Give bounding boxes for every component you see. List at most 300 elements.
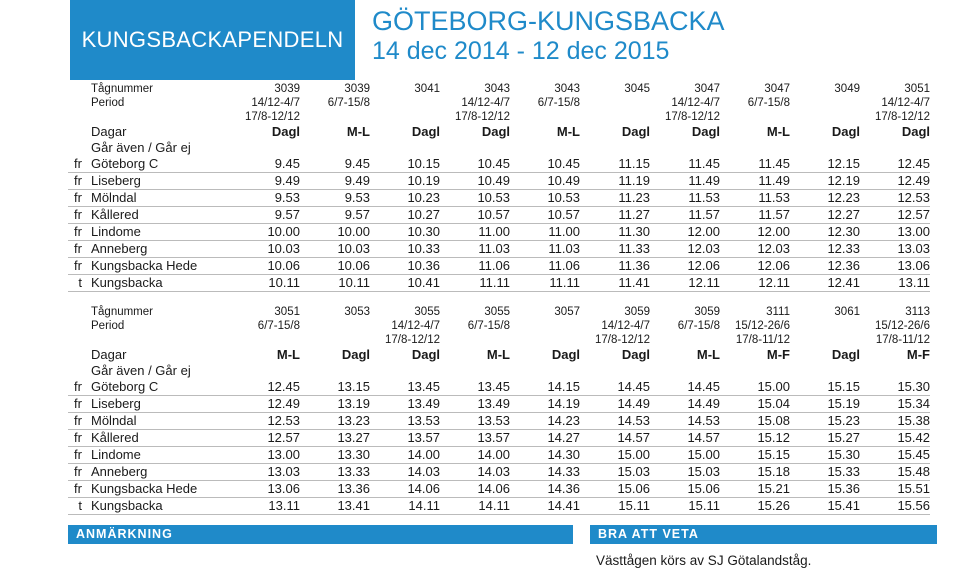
departure-time: 12.23 <box>790 190 860 207</box>
row-label: Tågnummer <box>91 306 153 318</box>
departure-time: 15.56 <box>860 498 930 515</box>
departure-time: 11.00 <box>440 224 510 241</box>
stop-row <box>68 190 930 207</box>
departure-time: 15.12 <box>720 430 790 447</box>
days-cell: Dagl <box>621 124 650 139</box>
period-cell: 15/12-26/6 <box>875 320 930 332</box>
period-cell <box>580 96 650 110</box>
direction-marker <box>68 96 88 110</box>
train-cell: 3057 <box>554 306 580 318</box>
days-cell: M-L <box>486 347 510 362</box>
station-name: Anneberg <box>88 241 230 258</box>
period-cell: 14/12-4/7 <box>461 97 510 109</box>
period2-row <box>68 333 930 347</box>
departure-time: 10.57 <box>440 207 510 224</box>
period2-cell <box>510 110 580 124</box>
departure-time: 10.53 <box>510 190 580 207</box>
goes-cell <box>860 363 930 379</box>
period-cell: 6/7-15/8 <box>327 97 370 109</box>
departure-time: 14.00 <box>440 447 510 464</box>
goes-cell <box>790 140 860 156</box>
period2-cell <box>650 333 720 347</box>
station-name: Anneberg <box>88 464 230 481</box>
departure-time: 15.33 <box>790 464 860 481</box>
direction-marker <box>68 82 88 96</box>
departure-time: 10.57 <box>510 207 580 224</box>
departure-time: 10.41 <box>370 275 440 292</box>
departure-time: 11.33 <box>580 241 650 258</box>
stop-row <box>68 413 930 430</box>
goes-cell <box>370 140 440 156</box>
departure-time: 11.23 <box>580 190 650 207</box>
departure-time: 15.45 <box>860 447 930 464</box>
row-label: Går även / Går ej <box>91 140 191 155</box>
departure-time: 15.00 <box>580 447 650 464</box>
stop-row <box>68 430 930 447</box>
direction-marker: fr <box>68 224 88 241</box>
departure-time: 13.00 <box>230 447 300 464</box>
direction-marker: fr <box>68 379 88 396</box>
goes-cell <box>720 140 790 156</box>
period-row <box>68 319 930 333</box>
period2-cell <box>720 110 790 124</box>
departure-time: 14.57 <box>650 430 720 447</box>
station-name: Lindome <box>88 447 230 464</box>
departure-time: 13.45 <box>370 379 440 396</box>
departure-time: 12.53 <box>860 190 930 207</box>
departure-time: 15.30 <box>860 379 930 396</box>
departure-time: 15.03 <box>580 464 650 481</box>
period-cell <box>790 96 860 110</box>
stop-row <box>68 464 930 481</box>
departure-time: 12.11 <box>720 275 790 292</box>
days-cell: Dagl <box>341 347 370 362</box>
train-cell: 3053 <box>344 306 370 318</box>
train-cell: 3061 <box>834 306 860 318</box>
departure-time: 13.19 <box>300 396 370 413</box>
departure-time: 9.57 <box>300 207 370 224</box>
departure-time: 12.06 <box>720 258 790 275</box>
stop-row <box>68 258 930 275</box>
train-cell: 3051 <box>904 83 930 95</box>
departure-time: 11.57 <box>650 207 720 224</box>
departure-time: 13.11 <box>860 275 930 292</box>
departure-time: 15.03 <box>650 464 720 481</box>
days-cell: M-L <box>696 347 720 362</box>
departure-time: 14.19 <box>510 396 580 413</box>
departure-time: 11.19 <box>580 173 650 190</box>
departure-time: 10.11 <box>230 275 300 292</box>
days-cell: M-L <box>346 124 370 139</box>
train-cell: 3055 <box>414 306 440 318</box>
brand-box <box>70 0 355 80</box>
departure-time: 14.23 <box>510 413 580 430</box>
goes-cell <box>650 140 720 156</box>
departure-time: 12.06 <box>650 258 720 275</box>
row-label: Dagar <box>91 124 127 139</box>
departure-time: 10.06 <box>230 258 300 275</box>
departure-time: 15.18 <box>720 464 790 481</box>
direction-marker: fr <box>68 207 88 224</box>
departure-time: 15.08 <box>720 413 790 430</box>
departure-time: 11.06 <box>510 258 580 275</box>
departure-time: 14.36 <box>510 481 580 498</box>
station-name: Liseberg <box>88 396 230 413</box>
departure-time: 15.21 <box>720 481 790 498</box>
direction-marker <box>68 319 88 333</box>
direction-marker: fr <box>68 241 88 258</box>
direction-marker: fr <box>68 173 88 190</box>
departure-time: 14.11 <box>440 498 510 515</box>
train-cell: 3043 <box>554 83 580 95</box>
period-cell: 6/7-15/8 <box>677 320 720 332</box>
period-cell: 6/7-15/8 <box>257 320 300 332</box>
departure-time: 9.49 <box>300 173 370 190</box>
departure-time: 12.53 <box>230 413 300 430</box>
departure-time: 14.33 <box>510 464 580 481</box>
departure-time: 10.00 <box>300 224 370 241</box>
stop-row <box>68 207 930 224</box>
departure-time: 15.11 <box>650 498 720 515</box>
train-cell: 3055 <box>484 306 510 318</box>
departure-time: 13.53 <box>370 413 440 430</box>
days-cell: M-F <box>906 347 930 362</box>
stop-row <box>68 396 930 413</box>
days-cell: Dagl <box>691 124 720 139</box>
departure-time: 15.36 <box>790 481 860 498</box>
departure-time: 12.00 <box>720 224 790 241</box>
direction-marker: t <box>68 498 88 515</box>
departure-time: 15.42 <box>860 430 930 447</box>
direction-marker: fr <box>68 190 88 207</box>
departure-time: 14.45 <box>580 379 650 396</box>
station-name: Mölndal <box>88 190 230 207</box>
stop-row <box>68 241 930 258</box>
departure-time: 13.45 <box>440 379 510 396</box>
route-title: GÖTEBORG-KUNGSBACKA <box>372 6 725 36</box>
departure-time: 12.03 <box>650 241 720 258</box>
train-cell: 3059 <box>624 306 650 318</box>
departure-time: 15.04 <box>720 396 790 413</box>
stop-row <box>68 481 930 498</box>
days-cell: Dagl <box>411 347 440 362</box>
station-name: Kungsbacka Hede <box>88 258 230 275</box>
departure-time: 11.36 <box>580 258 650 275</box>
period2-cell: 17/8-12/12 <box>595 334 650 346</box>
stop-row <box>68 379 930 396</box>
departure-time: 12.41 <box>790 275 860 292</box>
departure-time: 11.49 <box>650 173 720 190</box>
departure-time: 11.30 <box>580 224 650 241</box>
direction-marker: fr <box>68 156 88 173</box>
departure-time: 9.53 <box>230 190 300 207</box>
station-name: Lindome <box>88 224 230 241</box>
departure-time: 12.49 <box>860 173 930 190</box>
departure-time: 12.49 <box>230 396 300 413</box>
direction-marker <box>68 124 88 140</box>
train-cell: 3051 <box>274 306 300 318</box>
departure-time: 10.49 <box>440 173 510 190</box>
departure-time: 14.57 <box>580 430 650 447</box>
departure-time: 15.30 <box>790 447 860 464</box>
departure-time: 14.53 <box>580 413 650 430</box>
days-cell: Dagl <box>411 124 440 139</box>
departure-time: 10.06 <box>300 258 370 275</box>
direction-marker <box>68 140 88 156</box>
departure-time: 10.30 <box>370 224 440 241</box>
train-cell: 3047 <box>764 83 790 95</box>
departure-time: 14.11 <box>370 498 440 515</box>
train-cell: 3111 <box>766 306 790 318</box>
departure-time: 13.53 <box>440 413 510 430</box>
stop-row <box>68 498 930 515</box>
departure-time: 11.15 <box>580 156 650 173</box>
departure-time: 15.00 <box>650 447 720 464</box>
departure-time: 12.11 <box>650 275 720 292</box>
departure-time: 13.06 <box>860 258 930 275</box>
train-row <box>68 82 930 96</box>
departure-time: 15.41 <box>790 498 860 515</box>
departure-time: 13.03 <box>230 464 300 481</box>
period2-cell <box>230 333 300 347</box>
train-cell: 3041 <box>414 83 440 95</box>
period-cell: 14/12-4/7 <box>671 97 720 109</box>
departure-time: 13.06 <box>230 481 300 498</box>
period2-cell: 17/8-12/12 <box>455 111 510 123</box>
brand-title: KUNGSBACKAPENDELN <box>81 27 344 52</box>
period-cell: 6/7-15/8 <box>467 320 510 332</box>
goes-cell <box>230 140 300 156</box>
direction-marker <box>68 305 88 319</box>
period2-row <box>68 110 930 124</box>
direction-marker <box>68 110 88 124</box>
direction-marker: t <box>68 275 88 292</box>
period2-cell: 17/8-12/12 <box>875 111 930 123</box>
departure-time: 14.30 <box>510 447 580 464</box>
period-cell <box>370 96 440 110</box>
departure-time: 12.36 <box>790 258 860 275</box>
station-name: Kållered <box>88 207 230 224</box>
departure-time: 12.33 <box>790 241 860 258</box>
departure-time: 10.19 <box>370 173 440 190</box>
days-row <box>68 347 930 363</box>
direction-marker <box>68 347 88 363</box>
days-cell: Dagl <box>551 347 580 362</box>
departure-time: 11.11 <box>440 275 510 292</box>
period2-cell <box>300 110 370 124</box>
period2-cell: 17/8-11/12 <box>875 334 930 346</box>
departure-time: 13.41 <box>300 498 370 515</box>
good-to-know-header <box>590 525 937 544</box>
departure-time: 14.53 <box>650 413 720 430</box>
period2-cell <box>300 333 370 347</box>
departure-time: 11.00 <box>510 224 580 241</box>
goes-cell <box>440 363 510 379</box>
departure-time: 14.03 <box>440 464 510 481</box>
row-label <box>88 333 230 347</box>
departure-time: 15.19 <box>790 396 860 413</box>
departure-time: 10.45 <box>440 156 510 173</box>
departure-time: 10.11 <box>300 275 370 292</box>
departure-time: 10.00 <box>230 224 300 241</box>
departure-time: 15.23 <box>790 413 860 430</box>
departure-time: 13.36 <box>300 481 370 498</box>
goes-cell <box>510 140 580 156</box>
row-label: Period <box>91 97 125 109</box>
goes-cell <box>230 363 300 379</box>
departure-time: 10.53 <box>440 190 510 207</box>
departure-time: 13.27 <box>300 430 370 447</box>
departure-time: 13.11 <box>230 498 300 515</box>
goes-cell <box>790 363 860 379</box>
direction-marker: fr <box>68 413 88 430</box>
departure-time: 12.00 <box>650 224 720 241</box>
departure-time: 14.49 <box>650 396 720 413</box>
departure-time: 15.00 <box>720 379 790 396</box>
goes-row <box>68 140 930 156</box>
departure-time: 9.49 <box>230 173 300 190</box>
row-label: Går även / Går ej <box>91 363 191 378</box>
goes-cell <box>300 363 370 379</box>
departure-time: 13.03 <box>860 241 930 258</box>
departure-time: 15.26 <box>720 498 790 515</box>
period2-cell: 17/8-12/12 <box>245 111 300 123</box>
departure-time: 15.48 <box>860 464 930 481</box>
period2-cell <box>790 110 860 124</box>
departure-time: 11.06 <box>440 258 510 275</box>
days-cell: Dagl <box>271 124 300 139</box>
departure-time: 10.33 <box>370 241 440 258</box>
station-name: Kungsbacka Hede <box>88 481 230 498</box>
departure-time: 10.03 <box>300 241 370 258</box>
row-label <box>88 110 230 124</box>
direction-marker <box>68 363 88 379</box>
station-name: Mölndal <box>88 413 230 430</box>
period-cell <box>510 319 580 333</box>
departure-time: 14.27 <box>510 430 580 447</box>
departure-time: 12.15 <box>790 156 860 173</box>
departure-time: 11.49 <box>720 173 790 190</box>
operator-note: Västtågen körs av SJ Götalandståg. <box>596 553 812 568</box>
goes-cell <box>440 140 510 156</box>
station-name: Liseberg <box>88 173 230 190</box>
remarks-title: ANMÄRKNING <box>76 527 173 541</box>
remarks-header <box>68 525 573 544</box>
departure-time: 15.15 <box>790 379 860 396</box>
period-cell: 14/12-4/7 <box>881 97 930 109</box>
departure-time: 13.57 <box>370 430 440 447</box>
days-cell: Dagl <box>831 347 860 362</box>
train-cell: 3043 <box>484 83 510 95</box>
stop-row <box>68 173 930 190</box>
departure-time: 11.53 <box>650 190 720 207</box>
period2-cell: 17/8-12/12 <box>385 334 440 346</box>
period-row <box>68 96 930 110</box>
row-label: Dagar <box>91 347 127 362</box>
days-cell: M-L <box>556 124 580 139</box>
direction-marker <box>68 333 88 347</box>
days-row <box>68 124 930 140</box>
departure-time: 15.38 <box>860 413 930 430</box>
period2-cell: 17/8-11/12 <box>735 334 790 346</box>
train-cell: 3045 <box>624 83 650 95</box>
departure-time: 15.06 <box>650 481 720 498</box>
departure-time: 11.03 <box>510 241 580 258</box>
days-cell: Dagl <box>901 124 930 139</box>
departure-time: 13.49 <box>370 396 440 413</box>
departure-time: 11.41 <box>580 275 650 292</box>
departure-time: 13.30 <box>300 447 370 464</box>
departure-time: 10.27 <box>370 207 440 224</box>
departure-time: 14.45 <box>650 379 720 396</box>
direction-marker: fr <box>68 430 88 447</box>
departure-time: 10.49 <box>510 173 580 190</box>
departure-time: 12.30 <box>790 224 860 241</box>
days-cell: M-L <box>276 347 300 362</box>
departure-time: 10.45 <box>510 156 580 173</box>
direction-marker: fr <box>68 258 88 275</box>
departure-time: 12.27 <box>790 207 860 224</box>
departure-time: 12.19 <box>790 173 860 190</box>
period-cell <box>300 319 370 333</box>
station-name: Kållered <box>88 430 230 447</box>
days-cell: Dagl <box>621 347 650 362</box>
period2-cell <box>510 333 580 347</box>
direction-marker: fr <box>68 396 88 413</box>
direction-marker: fr <box>68 464 88 481</box>
departure-time: 13.49 <box>440 396 510 413</box>
period-cell: 14/12-4/7 <box>391 320 440 332</box>
stop-row <box>68 224 930 241</box>
period-cell: 14/12-4/7 <box>251 97 300 109</box>
train-cell: 3113 <box>905 306 930 318</box>
departure-time: 14.00 <box>370 447 440 464</box>
days-cell: Dagl <box>831 124 860 139</box>
train-cell: 3039 <box>274 83 300 95</box>
departure-time: 15.34 <box>860 396 930 413</box>
goes-cell <box>650 363 720 379</box>
days-cell: Dagl <box>481 124 510 139</box>
train-cell: 3047 <box>694 83 720 95</box>
departure-time: 11.03 <box>440 241 510 258</box>
period-cell: 6/7-15/8 <box>747 97 790 109</box>
goes-cell <box>510 363 580 379</box>
departure-time: 13.23 <box>300 413 370 430</box>
train-row <box>68 305 930 319</box>
period-cell: 6/7-15/8 <box>537 97 580 109</box>
train-cell: 3059 <box>694 306 720 318</box>
goes-cell <box>720 363 790 379</box>
period2-cell <box>440 333 510 347</box>
goes-cell <box>580 140 650 156</box>
departure-time: 13.33 <box>300 464 370 481</box>
period2-cell <box>580 110 650 124</box>
departure-time: 10.15 <box>370 156 440 173</box>
departure-time: 11.53 <box>720 190 790 207</box>
goes-cell <box>370 363 440 379</box>
stop-row <box>68 447 930 464</box>
departure-time: 11.57 <box>720 207 790 224</box>
good-to-know-title: BRA ATT VETA <box>598 527 699 541</box>
departure-time: 11.45 <box>650 156 720 173</box>
train-cell: 3039 <box>344 83 370 95</box>
departure-time: 11.45 <box>720 156 790 173</box>
days-cell: M-L <box>766 124 790 139</box>
direction-marker: fr <box>68 447 88 464</box>
period-cell <box>790 319 860 333</box>
departure-time: 10.03 <box>230 241 300 258</box>
departure-time: 12.03 <box>720 241 790 258</box>
